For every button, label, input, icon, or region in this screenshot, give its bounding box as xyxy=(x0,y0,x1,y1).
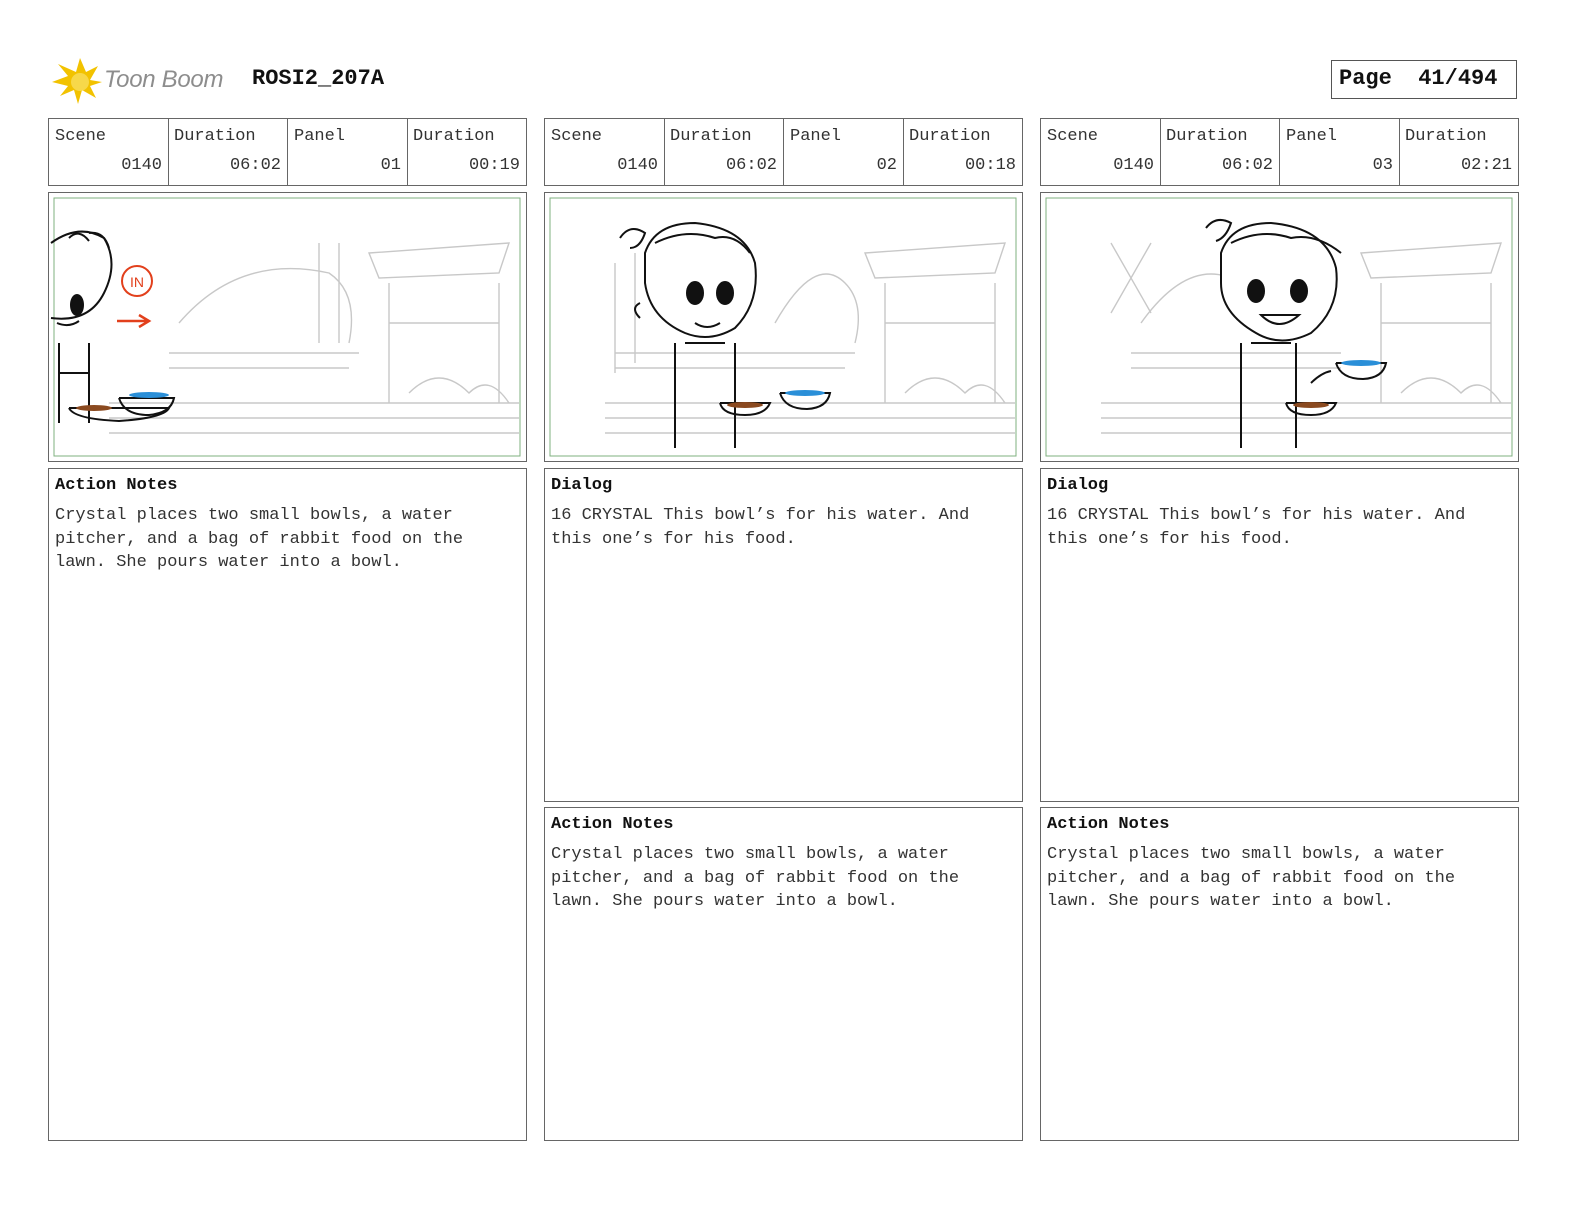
panel-value: 01 xyxy=(380,156,401,175)
panel-duration-label: Duration xyxy=(909,127,991,146)
scene-duration-value: 06:02 xyxy=(1221,156,1273,175)
dialog-title: Dialog xyxy=(551,476,613,495)
scene-duration-label: Duration xyxy=(174,127,256,146)
scene-duration-value: 06:02 xyxy=(725,156,777,175)
action-notes-text: Crystal places two small bowls, a water pitcher, and a bag of rabbit food on the lawn. She pours water into a bowl. xyxy=(55,506,474,572)
page-label: Page xyxy=(1339,66,1392,91)
panel-label: Panel xyxy=(294,127,346,146)
scene-duration-cell xyxy=(1160,119,1280,185)
panel-label: Panel xyxy=(790,127,842,146)
scene-label: Scene xyxy=(55,127,107,146)
logo-text: Toon Boom xyxy=(104,66,224,93)
storyboard-frame xyxy=(48,192,527,462)
scene-cell xyxy=(1041,119,1161,185)
panel-duration-value: 00:19 xyxy=(468,156,520,175)
scene-label: Scene xyxy=(1047,127,1099,146)
scene-cell xyxy=(545,119,665,185)
scene-cell xyxy=(49,119,169,185)
frame-drawing xyxy=(545,193,1022,461)
panel-label: Panel xyxy=(1286,127,1338,146)
panel-cell xyxy=(784,119,904,185)
panel-cell xyxy=(288,119,408,185)
scene-duration-value: 06:02 xyxy=(229,156,281,175)
action-notes-box xyxy=(48,468,527,1141)
panel-duration-value: 00:18 xyxy=(964,156,1016,175)
storyboard-frame xyxy=(544,192,1023,462)
project-title: ROSI2_207A xyxy=(252,66,385,91)
panel-header xyxy=(1040,118,1519,186)
scene-value: 0140 xyxy=(1113,156,1154,175)
dialog-title: Dialog xyxy=(1047,476,1109,495)
action-notes-title: Action Notes xyxy=(551,815,674,834)
action-notes-text: Crystal places two small bowls, a water pitcher, and a bag of rabbit food on the lawn. She pours water into a bowl. xyxy=(1047,845,1466,911)
panel-duration-label: Duration xyxy=(413,127,495,146)
direction-arrow-icon xyxy=(117,315,149,327)
panel-duration-cell xyxy=(903,119,1022,185)
scene-duration-label: Duration xyxy=(1166,127,1248,146)
action-notes-title: Action Notes xyxy=(1047,815,1170,834)
in-annotation-text: IN xyxy=(130,274,144,290)
frame-drawing xyxy=(1041,193,1518,461)
dialog-text: 16 CRYSTAL This bowl’s for his water. And this one’s for his food. xyxy=(1047,506,1476,549)
action-notes-title: Action Notes xyxy=(55,476,178,495)
scene-label: Scene xyxy=(551,127,603,146)
scene-value: 0140 xyxy=(121,156,162,175)
panel-value: 03 xyxy=(1372,156,1393,175)
page-value: 41/494 xyxy=(1418,66,1498,91)
panel-cell xyxy=(1280,119,1400,185)
action-notes-box xyxy=(544,807,1023,1141)
storyboard-frame xyxy=(1040,192,1519,462)
panel-duration-cell xyxy=(1399,119,1518,185)
frame-drawing xyxy=(49,193,526,461)
panel-duration-cell xyxy=(407,119,526,185)
dialog-box xyxy=(1040,468,1519,802)
scene-duration-label: Duration xyxy=(670,127,752,146)
dialog-text: 16 CRYSTAL This bowl’s for his water. And this one’s for his food. xyxy=(551,506,980,549)
panel-header xyxy=(48,118,527,186)
panel-header xyxy=(544,118,1023,186)
action-notes-box xyxy=(1040,807,1519,1141)
scene-duration-cell xyxy=(168,119,288,185)
scene-value: 0140 xyxy=(617,156,658,175)
scene-duration-cell xyxy=(664,119,784,185)
page-indicator xyxy=(1331,60,1517,99)
action-notes-text: Crystal places two small bowls, a water pitcher, and a bag of rabbit food on the lawn. She pours water into a bowl. xyxy=(551,845,970,911)
panel-duration-label: Duration xyxy=(1405,127,1487,146)
dialog-box xyxy=(544,468,1023,802)
panel-value: 02 xyxy=(876,156,897,175)
panel-duration-value: 02:21 xyxy=(1460,156,1512,175)
